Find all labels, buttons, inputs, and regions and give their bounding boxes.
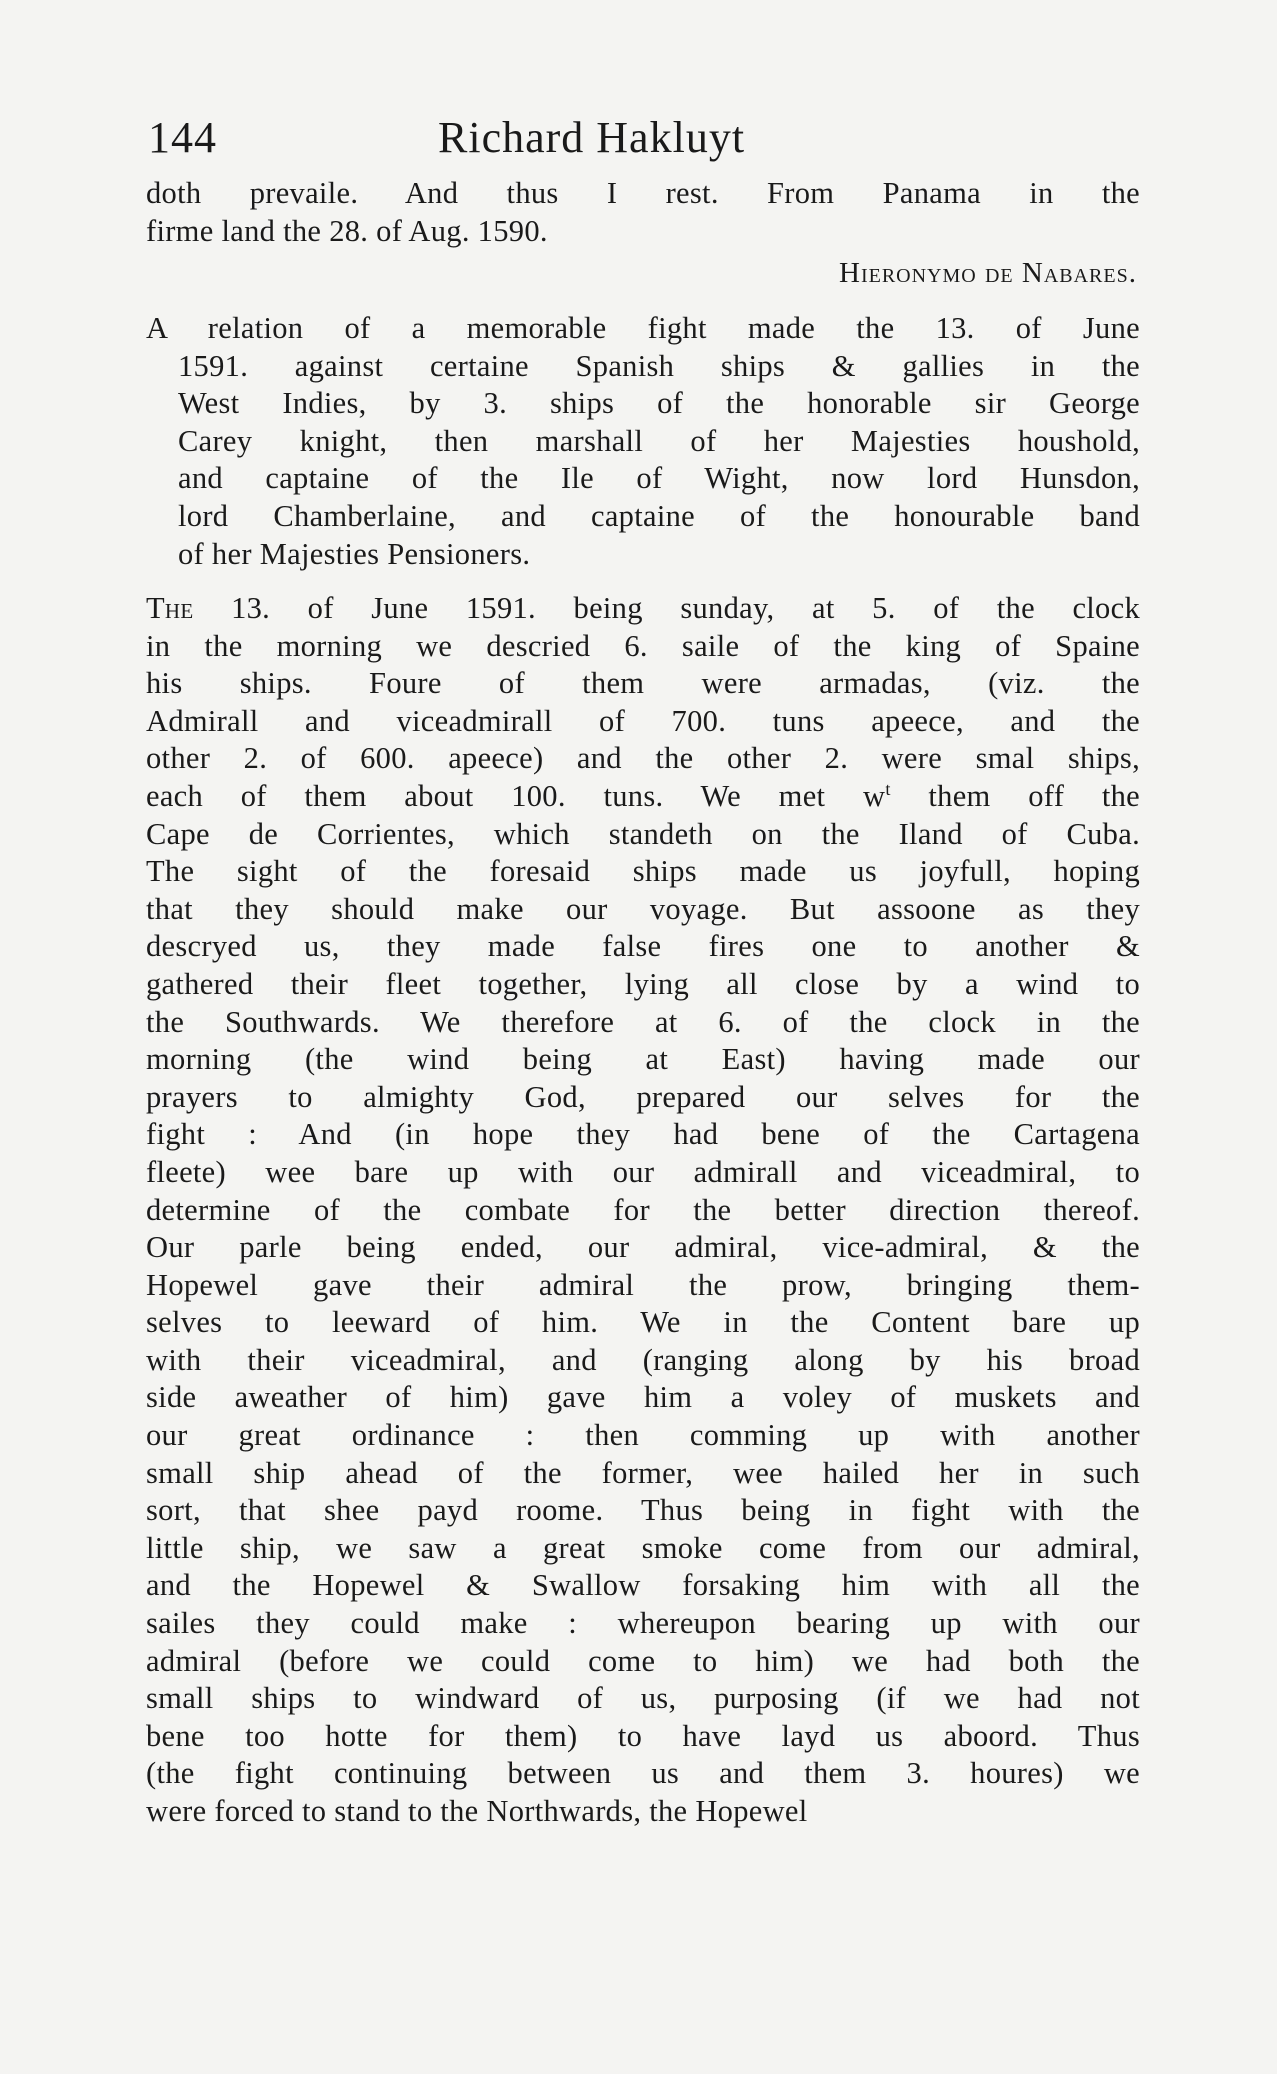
text-line: admiral (before we could come to him) we had both the bbox=[146, 1643, 1140, 1678]
text-line: with their viceadmiral, and (ranging along by his broad bbox=[146, 1342, 1140, 1377]
first-word: The bbox=[146, 591, 194, 625]
text-line: of her Majesties Pensioners. bbox=[178, 536, 531, 571]
running-title: Richard Hakluyt bbox=[438, 113, 746, 162]
text-line: that they should make our voyage. But assoone as they bbox=[146, 891, 1140, 926]
text-line: The sight of the foresaid ships made us joyfull, hoping bbox=[146, 854, 1140, 889]
page-number: 144 bbox=[148, 113, 217, 162]
text-line: Cape de Corrientes, which standeth on the Iland of Cuba. bbox=[146, 816, 1140, 851]
text-line: were forced to stand to the Northwards, the Hopewel bbox=[146, 1794, 808, 1828]
text-line: bene too hotte for them) to have layd us aboord. Thus bbox=[146, 1718, 1140, 1753]
text-line: determine of the combate for the better direction thereof. bbox=[146, 1192, 1140, 1227]
text-line: in the morning we descried 6. saile of the king of Spaine bbox=[146, 628, 1140, 663]
text-line: small ship ahead of the former, wee hailed her in such bbox=[146, 1455, 1140, 1490]
narrative-paragraph bbox=[146, 590, 1140, 1831]
text-line: each of them about 100. tuns. We met $w^t$ them off the bbox=[146, 778, 1140, 813]
first-line-rest: 13. of June 1591. being sunday, at 5. of the clock bbox=[193, 591, 1140, 625]
text-line: gathered their fleet together, lying all close by a wind to bbox=[146, 966, 1140, 1001]
text-line: little ship, we saw a great smoke come from our admiral, bbox=[146, 1530, 1140, 1565]
text-line: Our parle being ended, our admiral, vice-admiral, & the bbox=[146, 1230, 1140, 1265]
text-line: small ships to windward of us, purposing (if we had not bbox=[146, 1681, 1140, 1716]
text-line: the Southwards. We therefore at 6. of the clock in the bbox=[146, 1004, 1140, 1039]
text-line: Hopewel gave their admiral the prow, bringing them- bbox=[146, 1267, 1140, 1302]
text-line: and the Hopewel & Swallow forsaking him with all the bbox=[146, 1568, 1140, 1603]
text-line-first bbox=[146, 590, 1140, 628]
text-line: prayers to almighty God, prepared our selves for the bbox=[146, 1079, 1140, 1114]
text-line: descryed us, they made false fires one to another & bbox=[146, 929, 1140, 964]
text-line: fight : And (in hope they had bene of the Cartagena bbox=[146, 1117, 1140, 1152]
text-line: 1591. against certaine Spanish ships & gallies in the bbox=[178, 348, 1140, 383]
text-line: A relation of a memorable fight made the 13. of June bbox=[146, 311, 1140, 345]
text-line: doth prevaile. And thus I rest. From Panama in the bbox=[146, 176, 1140, 210]
intro-paragraph bbox=[146, 175, 1140, 250]
text-line: morning (the wind being at East) having made our bbox=[146, 1042, 1140, 1077]
text-line: Admirall and viceadmirall of 700. tuns apeece, and the bbox=[146, 703, 1140, 738]
text-line: fleete) wee bare up with our admirall and viceadmiral, to bbox=[146, 1154, 1140, 1189]
text-line: West Indies, by 3. ships of the honorable sir George bbox=[178, 386, 1140, 421]
text-line: firme land the 28. of Aug. 1590. bbox=[146, 213, 548, 248]
page-header bbox=[148, 112, 1138, 172]
text-line: Carey knight, then marshall of her Majesties houshold, bbox=[178, 423, 1140, 458]
text-line: other 2. of 600. apeece) and the other 2. were smal ships, bbox=[146, 741, 1140, 776]
text-line: side aweather of him) gave him a voley of muskets and bbox=[146, 1380, 1140, 1415]
text-line: selves to leeward of him. We in the Content bare up bbox=[146, 1305, 1140, 1340]
signature: Hieronymo de Nabares. bbox=[839, 257, 1137, 289]
text-line: (the fight continuing between us and them 3. houres) we bbox=[146, 1756, 1140, 1791]
text-line: sailes they could make : whereupon bearing up with our bbox=[146, 1606, 1140, 1641]
text-line: our great ordinance : then comming up with another bbox=[146, 1418, 1140, 1453]
text-line: lord Chamberlaine, and captaine of the honourable band bbox=[178, 498, 1140, 533]
text-line: and captaine of the Ile of Wight, now lord Hunsdon, bbox=[178, 461, 1140, 496]
text-line: sort, that shee payd roome. Thus being in fight with the bbox=[146, 1493, 1140, 1528]
text-line: his ships. Foure of them were armadas, (viz. the bbox=[146, 666, 1140, 701]
relation-heading bbox=[146, 310, 1140, 573]
